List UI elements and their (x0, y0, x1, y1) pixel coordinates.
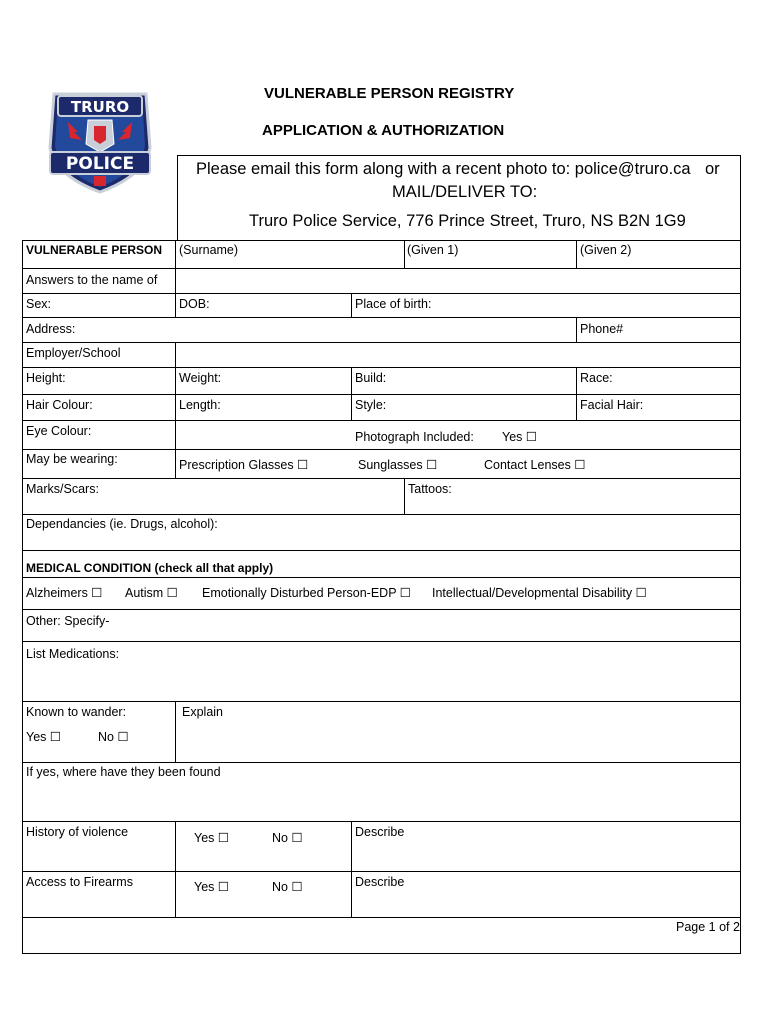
answers-to-label: Answers to the name of (26, 273, 158, 287)
vulnerable-person-label: VULNERABLE PERSON (26, 243, 163, 257)
length-field[interactable]: Length: (179, 398, 221, 412)
tattoos-field[interactable]: Tattoos: (408, 482, 452, 496)
violence-yes-checkbox[interactable]: Yes ☐ (194, 831, 230, 845)
glasses-checkbox[interactable]: Prescription Glasses ☐ (179, 458, 309, 472)
sunglasses-checkbox[interactable]: Sunglasses ☐ (358, 458, 438, 472)
photo-yes-checkbox[interactable]: Yes ☐ (502, 430, 538, 444)
firearms-no-checkbox[interactable]: No ☐ (272, 880, 303, 894)
photo-included-label: Photograph Included: (355, 430, 474, 444)
firearms-describe-field[interactable]: Describe (355, 875, 405, 889)
address-field[interactable]: Address: (26, 322, 76, 336)
violence-no-checkbox[interactable]: No ☐ (272, 831, 303, 845)
firearms-yes-checkbox[interactable]: Yes ☐ (194, 880, 230, 894)
edp-checkbox[interactable]: Emotionally Disturbed Person-EDP ☐ (202, 586, 411, 600)
style-field[interactable]: Style: (355, 398, 387, 412)
height-field[interactable]: Height: (26, 371, 66, 385)
history-violence-label: History of violence (26, 825, 129, 839)
given2-field[interactable]: (Given 2) (580, 243, 632, 257)
page-number: Page 1 of 2 (676, 920, 740, 934)
logo-top-text: TRURO (70, 98, 130, 116)
phone-field[interactable]: Phone# (580, 322, 624, 336)
race-field[interactable]: Race: (580, 371, 613, 385)
surname-field[interactable]: (Surname) (179, 243, 239, 257)
hair-colour-field[interactable]: Hair Colour: (26, 398, 93, 412)
violence-describe-field[interactable]: Describe (355, 825, 405, 839)
medications-field[interactable]: List Medications: (26, 647, 120, 661)
sex-field[interactable]: Sex: (26, 297, 52, 311)
logo-bottom-text: POLICE (65, 154, 135, 174)
mailing-address: Truro Police Service, 776 Prince Street, Truro, NS B2N 1G9 (249, 212, 686, 230)
where-found-field[interactable]: If yes, where have they been found (26, 765, 221, 779)
autism-checkbox[interactable]: Autism ☐ (125, 586, 178, 600)
eye-colour-field[interactable]: Eye Colour: (26, 424, 92, 438)
marks-field[interactable]: Marks/Scars: (26, 482, 99, 496)
page-subtitle: APPLICATION & AUTHORIZATION (262, 122, 505, 139)
page-title: VULNERABLE PERSON REGISTRY (264, 85, 515, 102)
other-specify-field[interactable]: Other: Specify- (26, 614, 110, 628)
truro-police-logo (44, 88, 156, 194)
alzheimers-checkbox[interactable]: Alzheimers ☐ (26, 586, 103, 600)
police-badge-icon (44, 88, 156, 194)
weight-field[interactable]: Weight: (179, 371, 222, 385)
given1-field[interactable]: (Given 1) (407, 243, 459, 257)
place-of-birth-field[interactable]: Place of birth: (355, 297, 432, 311)
may-be-wearing-label: May be wearing: (26, 452, 118, 466)
access-firearms-label: Access to Firearms (26, 875, 133, 889)
or-text: or (705, 160, 720, 178)
facial-hair-field[interactable]: Facial Hair: (580, 398, 644, 412)
disability-checkbox[interactable]: Intellectual/Developmental Disability ☐ (432, 586, 647, 600)
wander-no-checkbox[interactable]: No ☐ (98, 730, 129, 744)
build-field[interactable]: Build: (355, 371, 387, 385)
email-instruction: Please email this form along with a recent photo to: police@truro.ca (196, 160, 691, 178)
mail-deliver-label: MAIL/DELIVER TO: (392, 183, 538, 201)
contacts-checkbox[interactable]: Contact Lenses ☐ (484, 458, 586, 472)
dependancies-field[interactable]: Dependancies (ie. Drugs, alcohol): (26, 517, 218, 531)
explain-field[interactable]: Explain (182, 705, 223, 719)
employer-label: Employer/School (26, 346, 121, 360)
dob-field[interactable]: DOB: (179, 297, 210, 311)
wander-yes-checkbox[interactable]: Yes ☐ (26, 730, 62, 744)
known-to-wander-label: Known to wander: (26, 705, 127, 719)
medical-condition-heading: MEDICAL CONDITION (check all that apply) (26, 561, 274, 575)
